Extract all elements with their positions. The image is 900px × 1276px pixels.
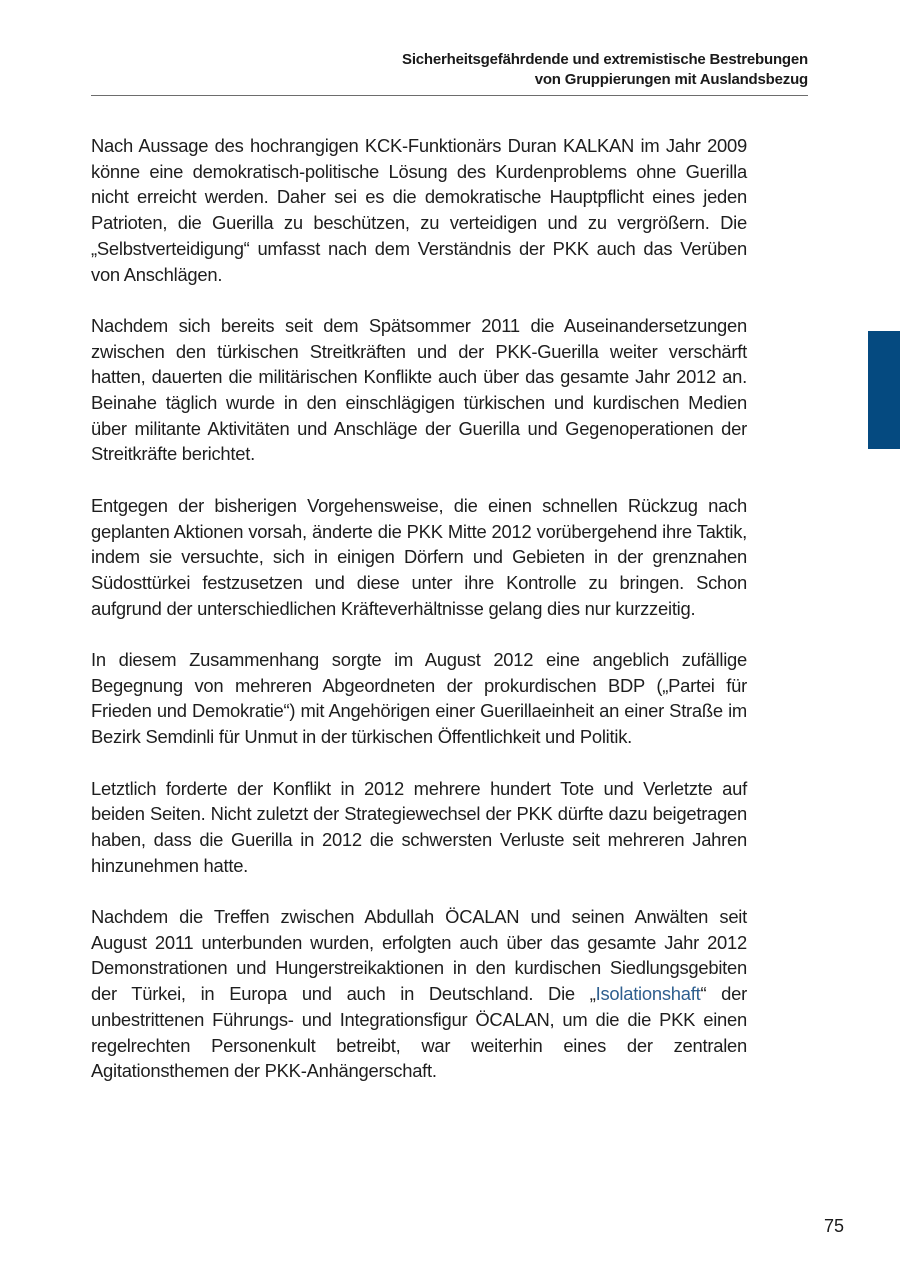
glossary-link-isolationshaft[interactable]: Isolationshaft	[595, 983, 701, 1005]
running-header-line-1: Sicherheitsgefährdende und extremistische Bestrebungen	[402, 51, 808, 68]
paragraph-3: Entgegen der bisherigen Vorgehensweise, die einen schnellen Rückzug nach geplanten Aktionen vorsah, änderte die PKK Mitte 2012 vorübergehend ihre Taktik, indem sie versuchte, sich in einigen Dörfern und Gebieten in der grenznahen Südosttürkei festzusetzen und diese unter ihre Kontrolle zu bringen. Schon aufgrund der unterschiedlichen Kräfteverhältnisse gelang dies nur kurzzeitig.	[91, 494, 747, 619]
paragraph-6-text-before: Nachdem die Treffen zwischen Abdullah ÖCALAN und seinen Anwälten seit August 2011 unterbunden wurden, erfolgten auch über das gesamte Jahr 2012 Demonstrationen und Hungerstreikaktionen in den kurdischen Siedlungsgebiten der Türkei, in Europa und auch in Deutschland. Die „	[91, 906, 747, 1005]
paragraph-1: Nach Aussage des hochrangigen KCK-Funktionärs Duran KALKAN im Jahr 2009 könne eine demokratisch-politische Lösung des Kurdenproblems ohne Guerilla nicht erreicht werden. Daher sei es die demokratische Hauptpflicht eines jeden Patrioten, die Guerilla zu beschützen, zu verteidigen und zu vergrößern. Die „Selbstverteidigung“ umfasst nach dem Verständnis der PKK auch das Verüben von Anschlägen.	[91, 135, 747, 285]
running-header	[91, 50, 808, 90]
paragraph-6	[91, 904, 747, 1084]
chapter-side-tab	[868, 331, 900, 449]
paragraph-5: Letztlich forderte der Konflikt in 2012 mehrere hundert Tote und Verletzte auf beiden Seiten. Nicht zuletzt der Strategiewechsel der PKK dürfte dazu beigetragen haben, dass die Guerilla in 2012 die schwersten Verluste seit mehreren Jahren hinzunehmen hatte.	[91, 777, 747, 876]
page-number: 75	[823, 1216, 844, 1236]
paragraph-6-text-after: “ der unbestrittenen Führungs- und Integrationsfigur ÖCALAN, um die die PKK einen regelrechten Personenkult betreibt, war weiterhin eines der zentralen Agitationsthemen der PKK-Anhängerschaft.	[91, 983, 747, 1082]
body-text	[91, 133, 747, 1110]
paragraph-2: Nachdem sich bereits seit dem Spätsommer 2011 die Auseinandersetzungen zwischen den türkischen Streitkräften und der PKK-Guerilla weiter verschärft hatten, dauerten die militärischen Konflikte auch über das gesamte Jahr 2012 an. Beinahe täglich wurde in den einschlägigen türkischen und kurdischen Medien über militante Aktivitäten und Anschläge der Guerilla und Gegenoperationen der Streitkräfte berichtet.	[91, 314, 747, 465]
running-header-line-2: von Gruppierungen mit Auslandsbezug	[534, 71, 808, 88]
header-divider	[91, 95, 808, 96]
paragraph-4: In diesem Zusammenhang sorgte im August 2012 eine angeblich zufällige Begegnung von mehreren Abgeordneten der prokurdischen BDP („Partei für Frieden und Demokratie“) mit Angehörigen einer Guerillaeinheit an einer Straße im Bezirk Semdinli für Unmut in der türkischen Öffentlichkeit und Politik.	[91, 649, 747, 748]
